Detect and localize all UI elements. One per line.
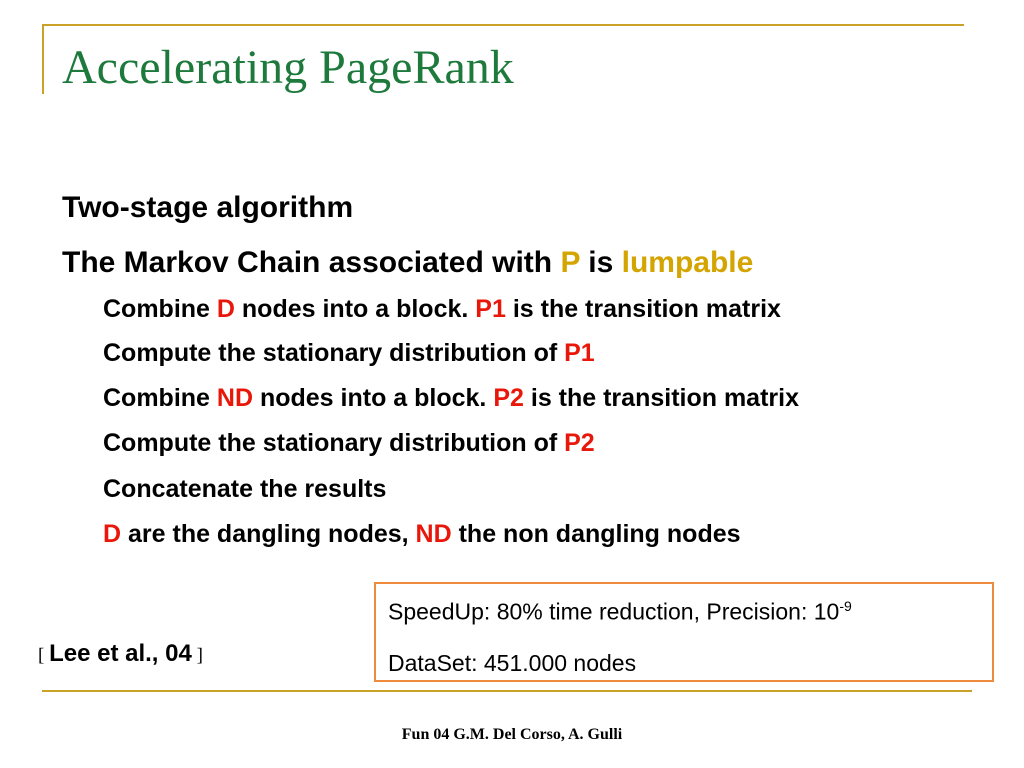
bullet-text: Combine — [103, 295, 217, 323]
left-decoration-line — [42, 24, 44, 94]
bullet-text: Compute the stationary distribution of — [103, 339, 565, 367]
bullet-two-stage: Two-stage algorithm — [62, 191, 354, 224]
term-nd: ND — [216, 384, 254, 412]
bracket-open: [ — [38, 645, 50, 666]
results-box — [374, 582, 994, 682]
bullet-text: Compute the stationary distribution of — [103, 429, 565, 457]
bullet-text: The Markov Chain associated with — [62, 246, 561, 279]
citation — [38, 640, 203, 668]
bullet-text: the non dangling nodes — [451, 520, 741, 548]
sub-bullet-stationary-p1 — [103, 341, 595, 366]
bottom-decoration-line — [42, 690, 972, 692]
sub-bullet-concatenate: Concatenate the results — [103, 475, 387, 503]
speedup-text: SpeedUp: 80% time reduction, Precision: 10 — [388, 598, 840, 625]
term-p2: P2 — [493, 384, 524, 412]
bullet-text: is the transition matrix — [505, 295, 781, 323]
sub-bullet-combine-d — [103, 297, 781, 322]
bracket-close: ] — [191, 645, 203, 666]
term-p2: P2 — [564, 429, 595, 457]
term-p1: P1 — [564, 339, 595, 367]
top-decoration-line — [42, 24, 964, 26]
bullet-text: are the dangling nodes, — [121, 520, 416, 548]
term-nd: ND — [415, 520, 452, 548]
bullet-text: nodes into a block. — [253, 384, 494, 412]
matrix-p: P — [560, 246, 580, 279]
bullet-text: nodes into a block. — [234, 295, 476, 323]
term-d: D — [216, 295, 235, 323]
bullet-markov-chain — [62, 248, 753, 278]
bullet-text: Combine — [103, 384, 217, 412]
term-p1: P1 — [475, 295, 506, 323]
slide-title: Accelerating PageRank — [62, 41, 514, 94]
dataset-line: DataSet: 451.000 nodes — [388, 650, 637, 676]
bullet-text: is the transition matrix — [523, 384, 799, 412]
lumpable-term: lumpable — [621, 246, 754, 279]
citation-name: Lee et al., 04 — [49, 640, 192, 667]
bullet-text: is — [579, 246, 622, 279]
exponent: -9 — [839, 598, 852, 614]
sub-bullet-combine-nd — [103, 386, 799, 411]
speedup-line — [388, 598, 852, 626]
term-d: D — [103, 520, 122, 548]
slide-footer: Fun 04 G.M. Del Corso, A. Gulli — [401, 726, 623, 743]
sub-bullet-stationary-p2 — [103, 431, 595, 456]
sub-bullet-dangling — [103, 522, 741, 547]
